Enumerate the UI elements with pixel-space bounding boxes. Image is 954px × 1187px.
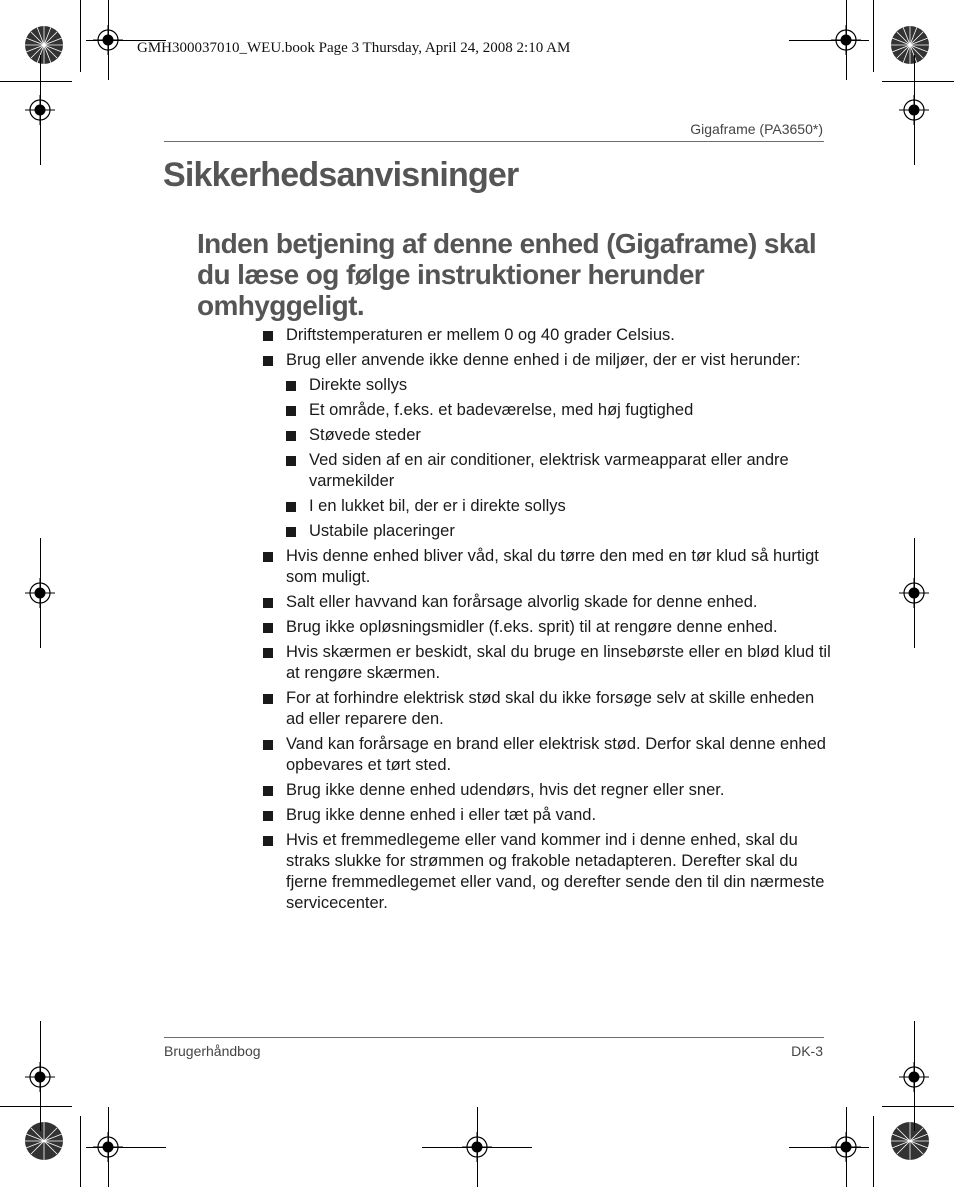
list-item — [262, 350, 832, 371]
header-rule — [164, 141, 824, 142]
section-heading: Inden betjening af denne enhed (Gigaframe) skal du læse og følge instruktioner herunder omhyggeligt. — [197, 228, 817, 321]
star-target-icon — [24, 25, 64, 65]
square-bullet-icon — [286, 381, 296, 391]
list-item — [262, 642, 832, 684]
footer-title: Brugerhåndbog — [164, 1043, 261, 1059]
square-bullet-icon — [263, 786, 273, 796]
square-bullet-icon — [263, 694, 273, 704]
list-item — [262, 546, 832, 588]
list-item-text: Vand kan forårsage en brand eller elektrisk stød. Derfor skal denne enhed opbevares et tørt sted. — [286, 735, 826, 774]
print-info: GMH300037010_WEU.book Page 3 Thursday, April 24, 2008 2:10 AM — [137, 40, 571, 56]
safety-bullet-list — [262, 325, 832, 918]
footer-rule — [164, 1037, 824, 1038]
list-item-text: Driftstemperaturen er mellem 0 og 40 grader Celsius. — [286, 326, 675, 344]
crop-line — [882, 81, 954, 82]
crop-line — [108, 0, 109, 80]
list-item-text: Ved siden af en air conditioner, elektrisk varmeapparat eller andre varmekilder — [309, 451, 789, 490]
crop-line — [846, 1107, 847, 1187]
crop-line — [477, 1107, 478, 1187]
crop-line — [40, 538, 41, 648]
list-item — [262, 805, 832, 826]
square-bullet-icon — [263, 598, 273, 608]
square-bullet-icon — [263, 811, 273, 821]
crop-line — [40, 1021, 41, 1131]
list-item — [262, 617, 832, 638]
list-item-text: Brug ikke denne enhed udendørs, hvis det regner eller sner. — [286, 781, 725, 799]
square-bullet-icon — [286, 527, 296, 537]
list-item-text: Hvis skærmen er beskidt, skal du bruge en linsebørste eller en blød klud til at rengøre skærmen. — [286, 643, 831, 682]
square-bullet-icon — [263, 623, 273, 633]
square-bullet-icon — [263, 740, 273, 750]
list-item-text: Brug ikke denne enhed i eller tæt på vand. — [286, 806, 597, 824]
crop-line — [914, 1021, 915, 1131]
sub-list-item — [285, 400, 832, 421]
crop-line — [789, 40, 869, 41]
list-item — [262, 780, 832, 801]
sub-list-item — [285, 425, 832, 446]
crop-line — [789, 1147, 869, 1148]
crop-line — [80, 1116, 81, 1187]
list-item-text: Hvis denne enhed bliver våd, skal du tørre den med en tør klud så hurtigt som muligt. — [286, 547, 819, 586]
running-head: Gigaframe (PA3650*) — [690, 121, 823, 137]
crop-line — [873, 1116, 874, 1187]
star-target-icon — [24, 1121, 64, 1161]
list-item — [262, 592, 832, 613]
square-bullet-icon — [263, 836, 273, 846]
square-bullet-icon — [286, 502, 296, 512]
list-item — [262, 830, 832, 914]
list-item — [262, 325, 832, 346]
crop-line — [873, 0, 874, 72]
list-item-text: Hvis et fremmedlegeme eller vand kommer ind i denne enhed, skal du straks slukke for strømmen og frakoble netadapteren. Derefter skal du fjerne fremmedlegemet eller vand, og derefter sende den til din nærmeste servicecenter. — [286, 831, 825, 912]
list-item-text: Et område, f.eks. et badeværelse, med høj fugtighed — [309, 401, 694, 419]
square-bullet-icon — [286, 456, 296, 466]
crop-line — [0, 81, 72, 82]
crop-line — [882, 1106, 954, 1107]
list-item-text: Direkte sollys — [309, 376, 408, 394]
crop-line — [108, 1107, 109, 1187]
page-number: DK-3 — [791, 1043, 823, 1059]
list-item-text: Brug ikke opløsningsmidler (f.eks. sprit) til at rengøre denne enhed. — [286, 618, 778, 636]
crop-line — [40, 55, 41, 165]
square-bullet-icon — [286, 431, 296, 441]
square-bullet-icon — [263, 331, 273, 341]
page-title: Sikkerhedsanvisninger — [163, 156, 519, 194]
list-item-text: Støvede steder — [309, 426, 421, 444]
crop-line — [846, 0, 847, 80]
star-target-icon — [890, 1121, 930, 1161]
square-bullet-icon — [263, 648, 273, 658]
sub-list-item — [285, 375, 832, 396]
crop-line — [0, 1106, 72, 1107]
list-item — [262, 688, 832, 730]
square-bullet-icon — [286, 406, 296, 416]
sub-list-item — [285, 521, 832, 542]
crop-line — [80, 0, 81, 72]
square-bullet-icon — [263, 356, 273, 366]
sub-list-item — [285, 450, 832, 492]
star-target-icon — [890, 25, 930, 65]
list-item-text: I en lukket bil, der er i direkte sollys — [309, 497, 566, 515]
list-item — [262, 734, 832, 776]
crop-line — [914, 55, 915, 165]
crop-line — [914, 538, 915, 648]
crop-line — [86, 1147, 166, 1148]
list-item-text: Salt eller havvand kan forårsage alvorlig skade for denne enhed. — [286, 593, 758, 611]
list-item-text: Ustabile placeringer — [309, 522, 455, 540]
square-bullet-icon — [263, 552, 273, 562]
sub-list-item — [285, 496, 832, 517]
list-item-text: Brug eller anvende ikke denne enhed i de miljøer, der er vist herunder: — [286, 351, 801, 369]
list-item-text: For at forhindre elektrisk stød skal du ikke forsøge selv at skille enheden ad eller reparere den. — [286, 689, 815, 728]
